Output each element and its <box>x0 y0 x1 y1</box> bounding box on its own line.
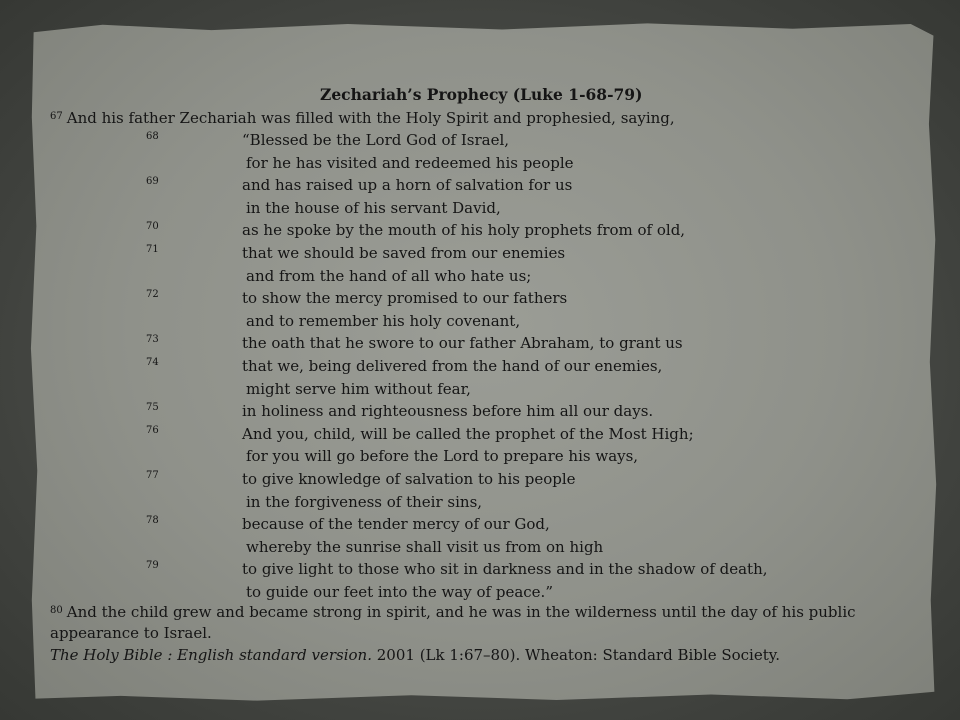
citation-title: The Holy Bible : English standard version. <box>50 646 372 664</box>
verse-number: 70 <box>146 221 159 232</box>
verse-number: 68 <box>146 131 159 142</box>
citation-details: 2001 (Lk 1:67–80). Wheaton: Standard Bible Society. <box>376 646 780 664</box>
verse-number: 73 <box>146 334 159 345</box>
closing-verse-continued: appearance to Israel. <box>50 624 212 642</box>
citation <box>50 644 780 666</box>
poem-line: as he spoke by the mouth of his holy prophets from of old, <box>242 221 686 239</box>
verse-number: 72 <box>146 289 159 300</box>
verse-number: 78 <box>146 515 159 526</box>
poem-line: and to remember his holy covenant, <box>246 312 521 330</box>
poem-line: to give knowledge of salvation to his people <box>242 470 576 488</box>
verse-number: 71 <box>146 244 159 255</box>
verse-number: 74 <box>146 357 159 368</box>
verse-number: 79 <box>146 560 159 571</box>
verse-number: 67 <box>50 111 63 122</box>
poem-line: because of the tender mercy of our God, <box>242 515 550 533</box>
poem-line: for you will go before the Lord to prepare his ways, <box>246 447 639 465</box>
verse-number: 76 <box>146 425 159 436</box>
verse-number: 80 <box>50 605 63 616</box>
verse-number: 69 <box>146 176 159 187</box>
verse-text: And his father Zechariah was filled with the Holy Spirit and prophesied, saying, <box>66 109 675 127</box>
intro-verse <box>50 106 675 129</box>
poem-line: and has raised up a horn of salvation for us <box>242 176 573 194</box>
poem-line: in holiness and righteousness before him all our days. <box>242 402 654 420</box>
poem-line: to give light to those who sit in darkness and in the shadow of death, <box>242 560 768 578</box>
verse-number: 75 <box>146 402 159 413</box>
poem-line: “Blessed be the Lord God of Israel, <box>242 131 510 149</box>
poem-line: and from the hand of all who hate us; <box>246 267 532 285</box>
closing-verse <box>50 600 856 623</box>
poem-line: in the house of his servant David, <box>246 199 501 217</box>
poem-line: for he has visited and redeemed his people <box>246 154 574 172</box>
poem-line: And you, child, will be called the prophet of the Most High; <box>242 425 694 443</box>
poem-line: that we, being delivered from the hand of our enemies, <box>242 357 663 375</box>
poem-line: might serve him without fear, <box>246 380 471 398</box>
poem-line: to guide our feet into the way of peace.” <box>246 583 553 601</box>
poem-line: in the forgiveness of their sins, <box>246 493 483 511</box>
poem-line: the oath that he swore to our father Abraham, to grant us <box>242 334 683 352</box>
verse-text: And the child grew and became strong in spirit, and he was in the wilderness until the day of his public <box>66 603 856 621</box>
page-title: Zechariah’s Prophecy (Luke 1-68-79) <box>320 85 643 104</box>
verse-number: 77 <box>146 470 159 481</box>
poem-line: that we should be saved from our enemies <box>242 244 566 262</box>
poem-line: whereby the sunrise shall visit us from on high <box>246 538 604 556</box>
poem-line: to show the mercy promised to our fathers <box>242 289 568 307</box>
